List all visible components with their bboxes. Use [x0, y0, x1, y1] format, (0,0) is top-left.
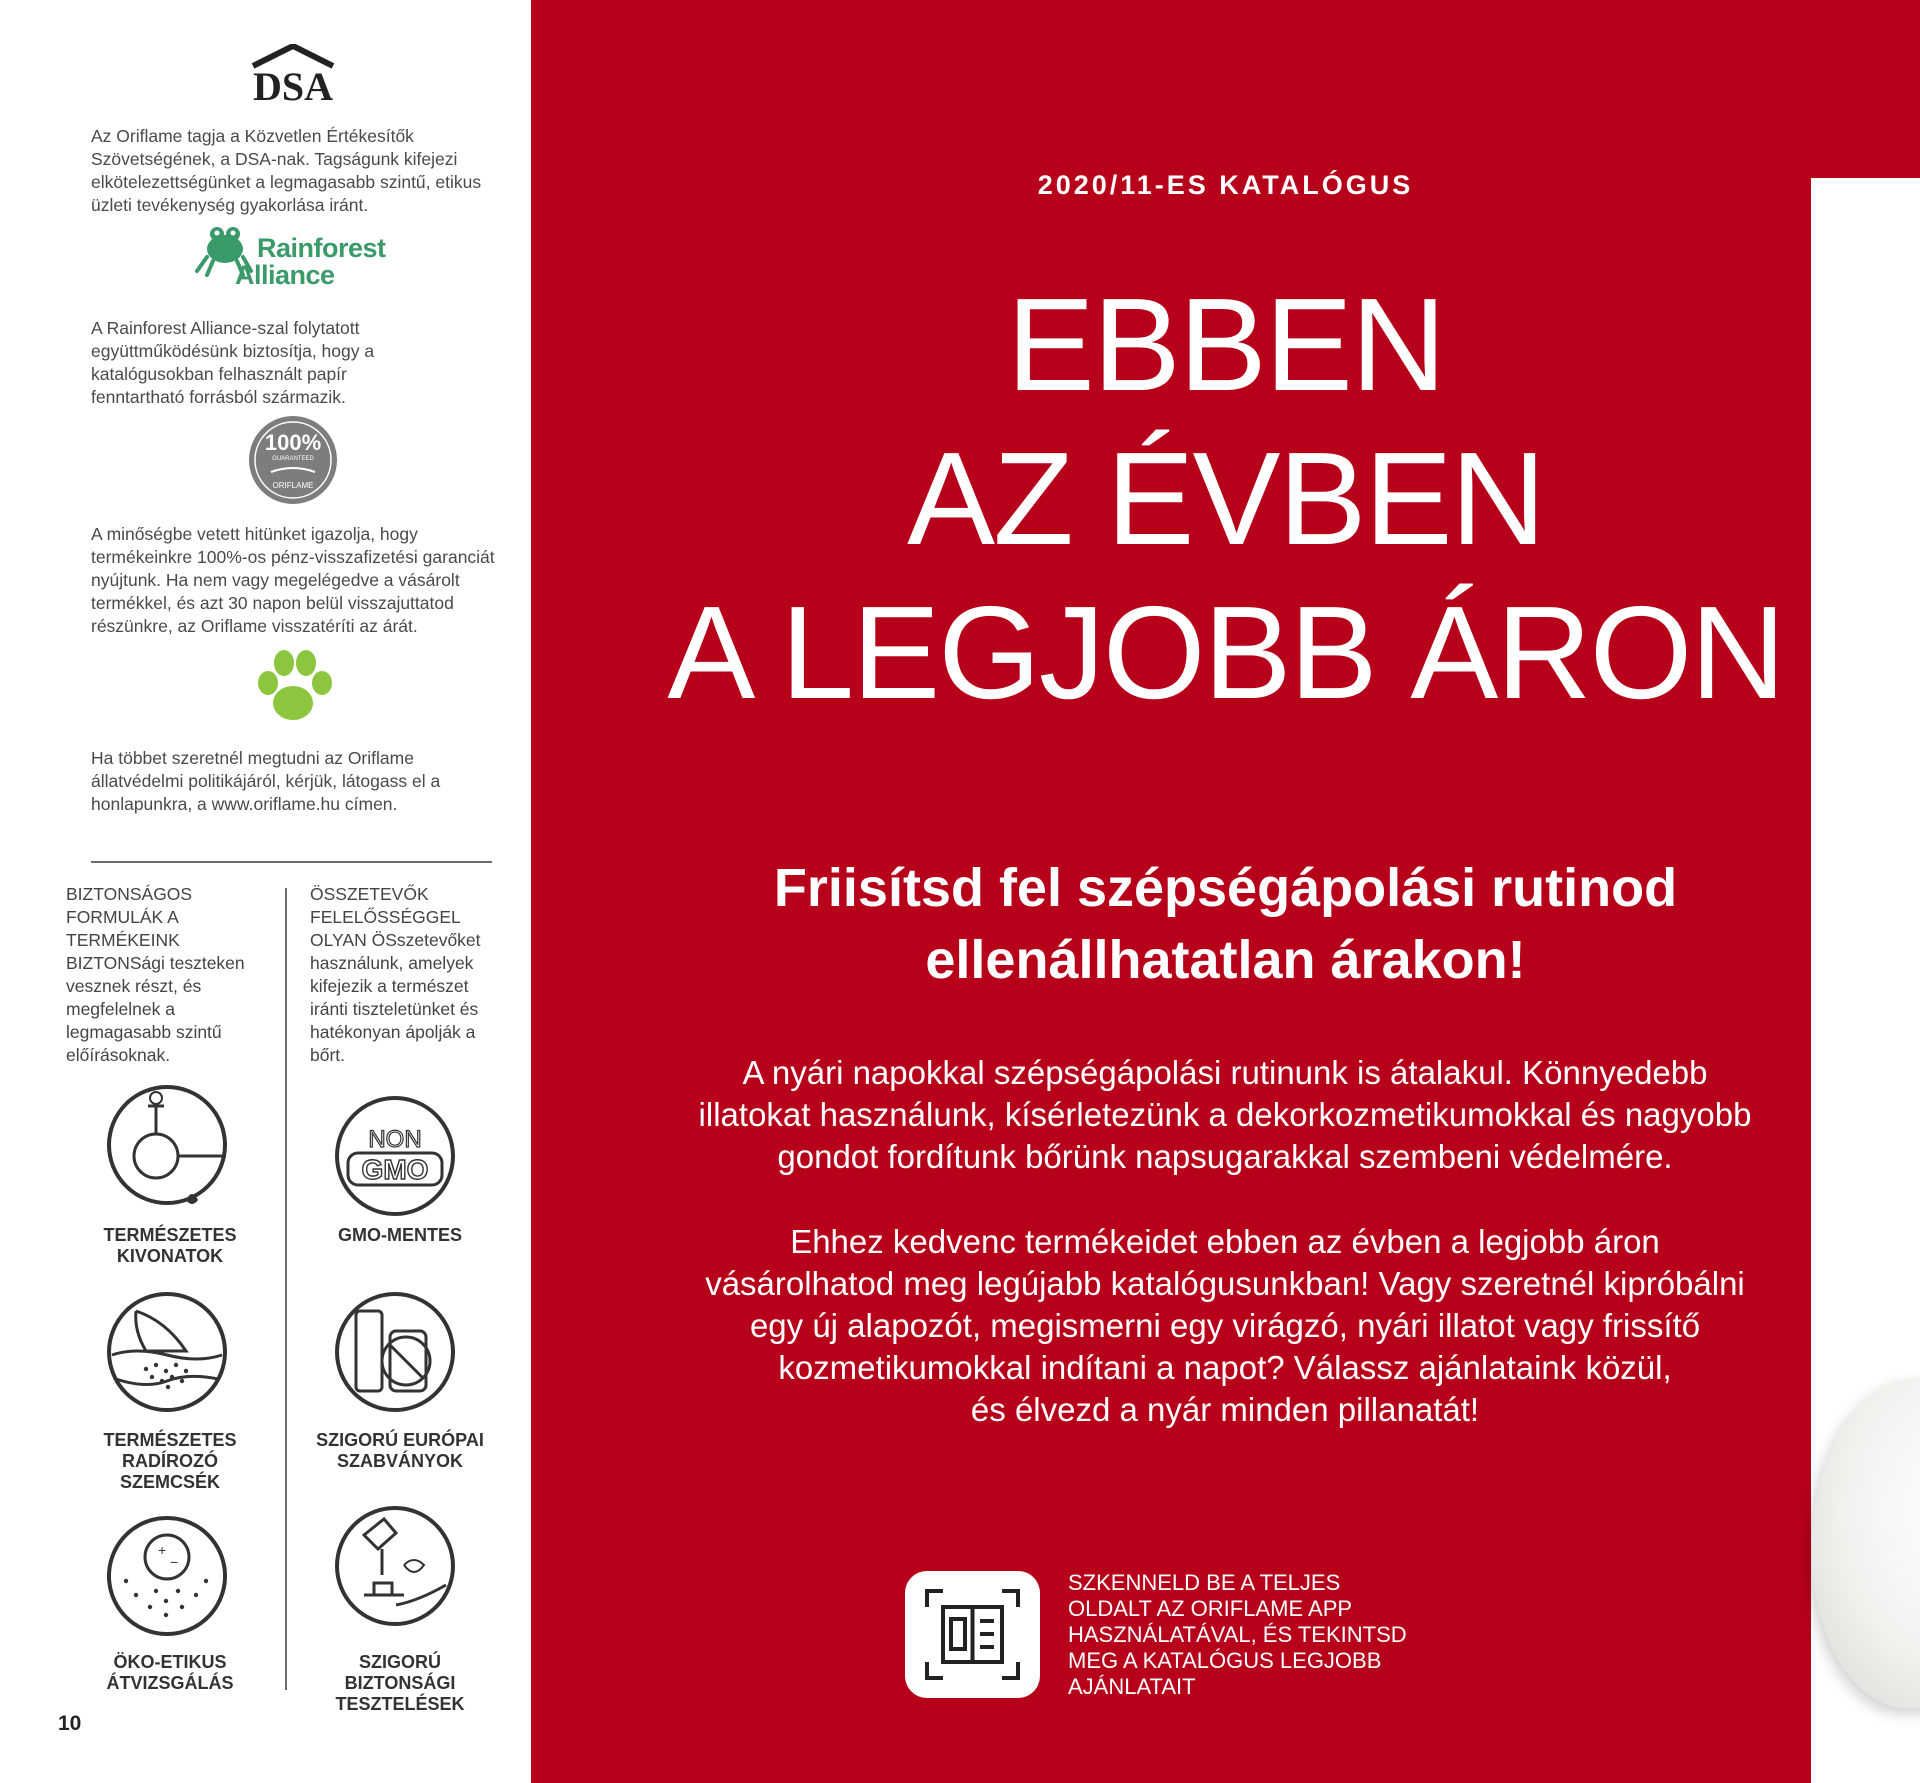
svg-text:GMO: GMO: [361, 1154, 429, 1185]
scan-line: HASZNÁLATÁVAL, ÉS TEKINTSD: [1068, 1622, 1407, 1647]
animal-policy-text: Ha többet szeretnél megtudni az Oriflame állatvédelmi politikájáról, kérjük, látogass el a honlapunkra, a www.oriflame.hu címen.: [91, 748, 441, 814]
quality-guarantee-text: A minőségbe vetett hitünket igazolja, hogy termékeinkre 100%-os pénz-visszafizetési garanciát nyújtunk. Ha nem vagy megelégedve a vásárolt termékkel, és azt 30 napon belül visszajuttatod részünkre, az Oriflame visszatéríti az árát.: [91, 524, 495, 636]
paragraph-line: vásárolhatod meg legújabb katalógusunkban! Vagy szeretnél kipróbálni: [705, 1265, 1745, 1302]
safety-testing-label: SZIGORÚ BIZTONSÁGI TESZTELÉSEK: [335, 1652, 465, 1714]
paragraph-line: Ehhez kedvenc termékeidet ebben az évben a legjobb áron: [790, 1223, 1660, 1260]
eco-ethical-label: ÖKO-ETIKUS ÁTVIZSGÁLÁS: [106, 1652, 234, 1693]
paw-icon: [248, 643, 338, 733]
scan-line: AJÁNLATAIT: [1068, 1674, 1196, 1699]
page-number: 10: [58, 1712, 82, 1735]
natural-extracts-icon: [106, 1084, 228, 1206]
non-gmo-icon: [334, 1095, 456, 1217]
intro-paragraph: [560, 1052, 1890, 1178]
eu-standards-icon: [334, 1291, 456, 1413]
eco-ethical-icon: [106, 1515, 228, 1637]
scan-line: SZKENNELD BE A TELJES: [1068, 1570, 1341, 1595]
svg-text:DSA: DSA: [252, 64, 334, 106]
headline-line-1: EBBEN: [1006, 271, 1445, 418]
svg-text:100%: 100%: [264, 430, 322, 455]
svg-text:GUARANTEED: GUARANTEED: [272, 456, 314, 462]
paragraph-line: illatokat használunk, kísérletezünk a dekorkozmetikumokkal és nagyobb: [698, 1096, 1752, 1133]
catalog-label: 2020/11-ES KATALÓGUS: [1037, 170, 1414, 200]
svg-text:+: +: [158, 1542, 167, 1558]
headline: [531, 268, 1920, 730]
paragraph-line: és élvezd a nyár minden pillanatát!: [970, 1391, 1480, 1428]
gmo-free-label: GMO-MENTES: [338, 1225, 462, 1245]
svg-text:NON: NON: [368, 1126, 422, 1153]
natural-extracts-label: TERMÉSZETES KIVONATOK: [103, 1225, 237, 1266]
rainforest-alliance-logo: Rainforest Alliance: [195, 219, 405, 295]
scan-line: OLDALT AZ ORIFLAME APP: [1068, 1596, 1353, 1621]
safety-testing-icon: [334, 1505, 456, 1627]
scan-instructions: [1068, 1570, 1448, 1700]
dsa-logo: [245, 44, 341, 106]
scan-book-icon: [923, 1587, 1022, 1682]
scan-page-button[interactable]: [905, 1571, 1040, 1698]
scan-line: MEG A KATALÓGUS LEGJOBB: [1068, 1648, 1382, 1673]
natural-exfoliants-label: TERMÉSZETES RADÍROZÓ SZEMCSÉK: [103, 1430, 237, 1492]
headline-line-2: AZ ÉVBEN: [907, 425, 1544, 572]
paragraph-line: A nyári napokkal szépségápolási rutinunk is átalakul. Könnyedebb: [742, 1054, 1708, 1091]
offer-paragraph: [560, 1221, 1890, 1431]
subheadline-line-1: Friisítsd fel szépségápolási rutinod: [773, 858, 1678, 918]
divider: [91, 861, 492, 863]
headline-line-3: A LEGJOBB ÁRON: [667, 579, 1784, 726]
svg-text:ORIFLAME: ORIFLAME: [272, 481, 314, 490]
paragraph-line: kozmetikumokkal indítani a napot? Válassz ajánlataink közül,: [778, 1349, 1672, 1386]
responsible-ingredients-heading: ÖSSZETEVŐK FELELŐSSÉGGEL OLYAN ÖSszetevőket használunk, amelyek kifejezik a természet iránti tiszteletünket és hatékonyan ápolják a bőrt.: [310, 884, 481, 1065]
safe-formulas-heading: BIZTONSÁGOS FORMULÁK A TERMÉKEINK BIZTONSági teszteken vesznek részt, és megfelelnek a legmagasabb szintű előírásoknak.: [66, 884, 245, 1065]
paragraph-line: egy új alapozót, megismerni egy virágzó, nyári illatot vagy frissítő: [749, 1307, 1701, 1344]
subheadline: [531, 852, 1920, 996]
rainforest-text: A Rainforest Alliance-szal folytatott együttműködésünk biztosítja, hogy a katalógusokban felhasznált papír fenntartható forrásból származik.: [91, 318, 375, 407]
svg-text:−: −: [170, 1554, 179, 1570]
exfoliant-icon: [106, 1291, 228, 1413]
subheadline-line-2: ellenállhatatlan árakon!: [925, 930, 1526, 990]
guarantee-badge: [247, 414, 339, 506]
column-divider: [285, 888, 287, 1690]
dsa-membership-text: Az Oriflame tagja a Közvetlen Értékesítők Szövetségének, a DSA-nak. Tagságunk kifejezi elkötelezettségünket a legmagasabb szintű, etikus üzleti tevékenység gyakorlása iránt.: [91, 126, 482, 215]
paragraph-line: gondot fordítunk bőrünk napsugarakkal szembeni védelmére.: [777, 1138, 1673, 1175]
eu-standards-label: SZIGORÚ EURÓPAI SZABVÁNYOK: [316, 1430, 484, 1471]
left-info-panel: [0, 0, 531, 1783]
